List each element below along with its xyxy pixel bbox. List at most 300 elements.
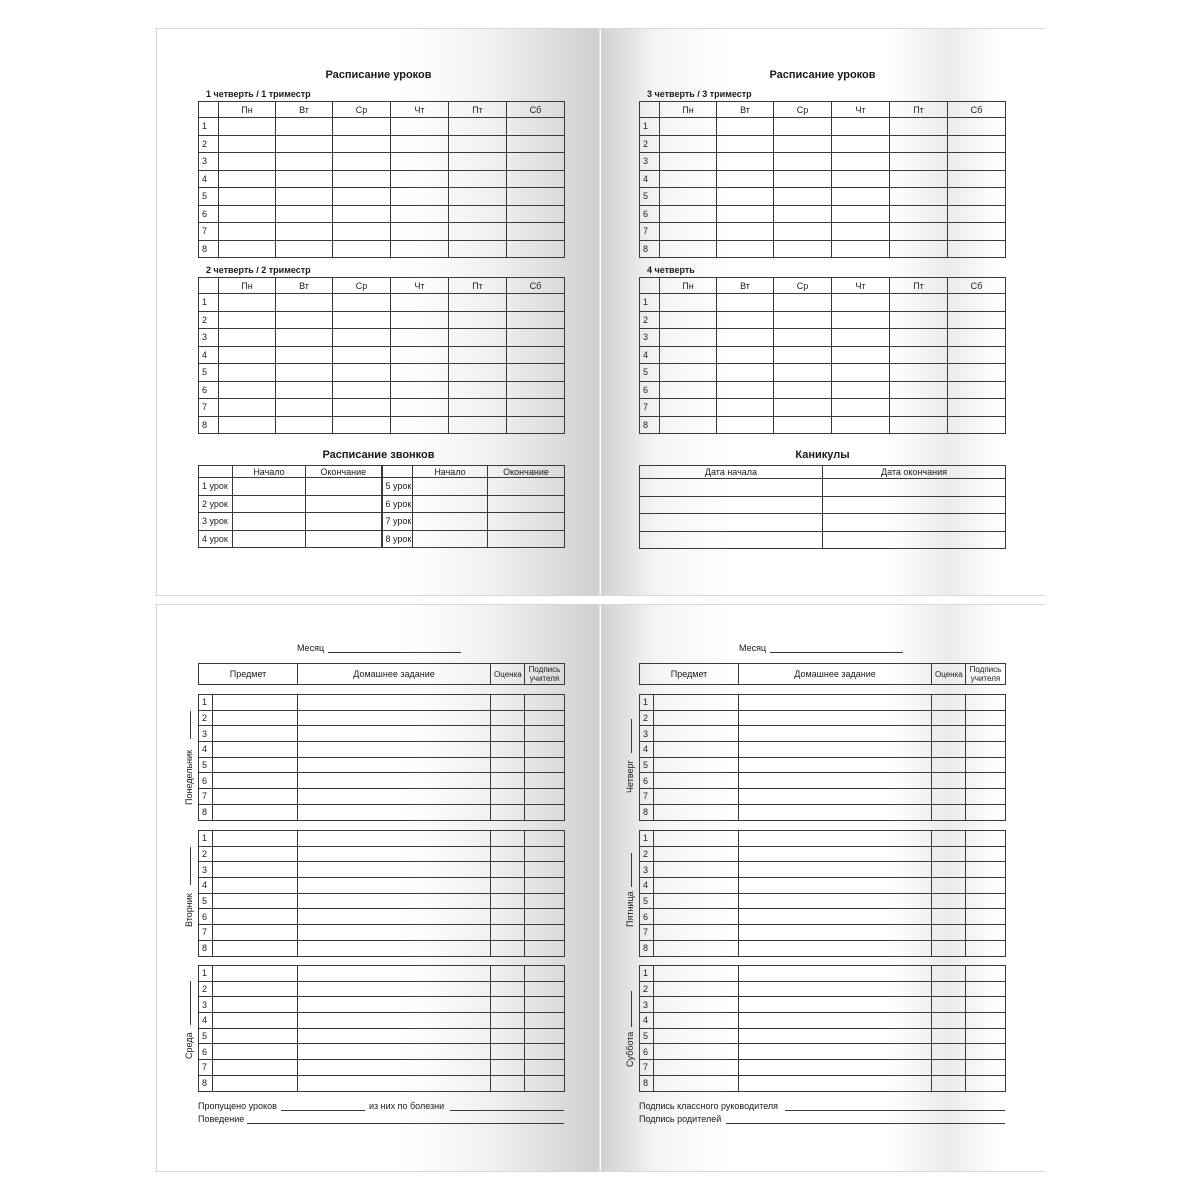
schedule-cell [832,311,890,329]
row-number: 5 [199,757,213,773]
homework-cell [966,966,1006,982]
homework-cell [298,862,491,878]
row-number: 8 [199,940,213,956]
schedule-cell [890,329,948,347]
bells-table [198,465,565,548]
homework-cell [213,742,298,758]
homework-cell [654,710,739,726]
schedule-cell [717,205,774,223]
homework-cell [213,695,298,711]
homework-cell [932,997,966,1013]
homework-page-left [157,605,600,1171]
homework-cell [525,925,565,941]
schedule-table-q2 [198,277,565,434]
row-number: 2 [199,981,213,997]
homework-cell [213,966,298,982]
homework-cell [966,846,1006,862]
table-row [640,1044,1006,1060]
homework-cell [491,862,525,878]
schedule-cell [333,205,391,223]
homework-cell [739,893,932,909]
homework-cell [932,878,966,894]
homework-cell [298,925,491,941]
homework-cell [932,862,966,878]
day-line [190,711,191,739]
homework-cell [966,1013,1006,1029]
quarter-4-label: 4 четверть [647,265,695,275]
table-row [640,862,1006,878]
homework-cell [966,997,1006,1013]
schedule-cell [832,381,890,399]
table-row [199,399,565,417]
homework-cell [525,981,565,997]
schedule-cell [717,153,774,171]
schedule-cell [717,416,774,434]
table-row [640,240,1006,258]
lesson-number: 2 [199,311,219,329]
schedule-cell [333,135,391,153]
homework-cell [739,966,932,982]
homework-cell [932,742,966,758]
homework-cell [654,846,739,862]
homework-cell [525,1044,565,1060]
homework-cell [739,773,932,789]
homework-cell [966,1028,1006,1044]
bells-title: Расписание звонков [322,449,435,461]
schedule-cell [717,294,774,312]
homework-cell [298,710,491,726]
row-number: 3 [640,862,654,878]
schedule-cell [276,135,333,153]
homework-cell [213,1028,298,1044]
schedule-cell [948,118,1006,136]
schedule-cell [717,170,774,188]
table-row [199,135,565,153]
homework-cell [213,997,298,1013]
lesson-number: 8 [640,416,660,434]
schedule-cell [449,205,507,223]
class-teacher-sign-label: Подпись классного руководителя [639,1101,779,1111]
homework-cell [932,940,966,956]
schedule-cell [276,170,333,188]
homework-cell [491,831,525,847]
homework-cell [654,893,739,909]
homework-cell [739,878,932,894]
lesson-number: 1 [199,118,219,136]
row-number: 6 [199,909,213,925]
lesson-number: 8 [199,416,219,434]
bell-lesson-label: 3 урок [199,513,233,531]
homework-cell [298,726,491,742]
homework-cell [525,997,565,1013]
homework-cell [298,966,491,982]
behavior-label: Поведение [198,1114,245,1124]
day-header: Сб [948,278,1006,294]
day-label-friday: Пятница [625,891,635,927]
table-row [640,294,1006,312]
schedule-cell [832,135,890,153]
schedule-cell [507,118,565,136]
table-row [640,311,1006,329]
lesson-number: 3 [199,153,219,171]
homework-cell [213,789,298,805]
schedule-cell [660,381,717,399]
schedule-cell [774,294,832,312]
schedule-cell [333,416,391,434]
schedule-cell [660,329,717,347]
schedule-cell [832,118,890,136]
table-row [199,981,565,997]
homework-cell [525,878,565,894]
homework-cell [739,757,932,773]
table-row [640,399,1006,417]
schedule-cell [276,240,333,258]
schedule-cell [890,223,948,241]
parents-sign-line [726,1123,1005,1124]
schedule-cell [948,153,1006,171]
row-number: 4 [199,1013,213,1029]
schedule-cell [890,311,948,329]
schedule-cell [832,329,890,347]
homework-cell [654,1028,739,1044]
row-number: 2 [640,981,654,997]
homework-cell [491,909,525,925]
homework-cell [966,893,1006,909]
lesson-number: 6 [199,381,219,399]
table-row [640,170,1006,188]
schedule-cell [219,135,276,153]
schedule-cell [832,205,890,223]
schedule-cell [948,205,1006,223]
row-number: 7 [640,925,654,941]
homework-cell [213,1060,298,1076]
homework-cell [932,804,966,820]
table-row [640,329,1006,347]
day-header: Чт [391,102,449,118]
schedule-cell [333,294,391,312]
table-row [640,695,1006,711]
homework-cell [298,940,491,956]
homework-table-monday [198,694,565,821]
schedule-cell [449,294,507,312]
schedule-cell [507,346,565,364]
homework-cell [298,695,491,711]
lesson-number: 6 [199,205,219,223]
schedule-cell [832,170,890,188]
homework-cell [525,789,565,805]
homework-cell [739,1013,932,1029]
day-label-thursday: Четверг [625,760,635,793]
table-row [199,478,565,496]
schedule-cell [449,399,507,417]
day-header: Ср [333,278,391,294]
schedule-cell [219,205,276,223]
day-header: Ср [774,278,832,294]
schedule-cell [333,329,391,347]
schedule-cell [219,170,276,188]
table-row [199,1028,565,1044]
schedule-cell [948,364,1006,382]
row-number: 1 [640,831,654,847]
schedule-cell [391,311,449,329]
table-row [640,416,1006,434]
homework-cell [654,940,739,956]
table-row [199,862,565,878]
day-line [631,853,632,887]
homework-cell [525,893,565,909]
homework-cell [525,710,565,726]
homework-cell [739,1075,932,1091]
homework-cell [491,940,525,956]
lesson-number: 7 [199,223,219,241]
bell-lesson-label: 6 урок [382,495,413,513]
schedule-cell [660,170,717,188]
row-number: 3 [199,726,213,742]
homework-cell [932,1075,966,1091]
bell-lesson-label: 1 урок [199,478,233,496]
homework-cell [739,789,932,805]
row-number: 5 [640,1028,654,1044]
table-row [199,495,565,513]
schedule-cell [507,416,565,434]
table-row [199,804,565,820]
row-number: 4 [640,742,654,758]
homework-cell [525,1013,565,1029]
bells-end-header-2: Окончание [488,466,565,478]
subject-header-right: Предмет [640,664,739,685]
homework-cell [525,940,565,956]
homework-cell [654,804,739,820]
schedule-cell [507,311,565,329]
schedule-cell [717,135,774,153]
table-row [199,530,565,548]
table-row [199,170,565,188]
day-header: Вт [276,102,333,118]
lesson-number: 5 [640,188,660,206]
lesson-number: 5 [640,364,660,382]
table-row [640,878,1006,894]
day-header: Вт [717,278,774,294]
homework-cell [966,1044,1006,1060]
schedule-cell [890,135,948,153]
homework-cell [298,1044,491,1060]
homework-cell [966,773,1006,789]
table-row [640,188,1006,206]
row-number: 7 [640,789,654,805]
schedule-cell [660,188,717,206]
bell-lesson-label: 7 урок [382,513,413,531]
table-row [640,364,1006,382]
schedule-cell [219,329,276,347]
homework-cell [525,1060,565,1076]
schedule-cell [391,240,449,258]
schedule-cell [391,188,449,206]
homework-cell [491,893,525,909]
schedule-cell [832,364,890,382]
row-number: 1 [199,831,213,847]
homework-cell [298,742,491,758]
homework-table-wednesday [198,965,565,1092]
schedule-cell [333,223,391,241]
day-line [631,991,632,1027]
homework-cell [932,1013,966,1029]
table-row [640,789,1006,805]
homework-cell [491,742,525,758]
schedule-cell [948,170,1006,188]
day-header: Сб [948,102,1006,118]
schedule-cell [660,223,717,241]
homework-cell [932,757,966,773]
schedule-cell [276,416,333,434]
homework-cell [739,710,932,726]
day-header: Пт [449,278,507,294]
schedule-cell [948,381,1006,399]
schedule-cell [774,364,832,382]
class-teacher-sign-line [785,1110,1005,1111]
day-line [190,847,191,885]
row-number: 7 [199,789,213,805]
schedule-corner [199,278,219,294]
homework-cell [654,831,739,847]
row-number: 3 [199,997,213,1013]
schedule-cell [449,135,507,153]
lesson-number: 2 [640,135,660,153]
schedule-corner [640,102,660,118]
schedule-cell [449,346,507,364]
row-number: 7 [640,1060,654,1076]
row-number: 6 [199,1044,213,1060]
schedule-cell [660,364,717,382]
day-header: Пт [890,278,948,294]
homework-cell [739,846,932,862]
schedule-cell [890,399,948,417]
homework-cell [491,981,525,997]
schedule-cell [333,311,391,329]
schedule-cell [219,188,276,206]
schedule-cell [449,311,507,329]
schedule-cell [774,240,832,258]
homework-cell [213,862,298,878]
lesson-number: 7 [640,399,660,417]
homework-cell [213,726,298,742]
table-row [640,940,1006,956]
homework-cell [213,710,298,726]
lesson-number: 6 [640,381,660,399]
schedule-cell [948,240,1006,258]
homework-cell [491,1060,525,1076]
schedule-cell [276,311,333,329]
schedule-cell [507,294,565,312]
schedule-cell [507,240,565,258]
homework-cell [932,1060,966,1076]
homework-cell [491,757,525,773]
table-row [640,831,1006,847]
schedule-cell [717,118,774,136]
day-header: Пт [890,102,948,118]
table-row [199,710,565,726]
schedule-cell [832,399,890,417]
schedule-cell [948,188,1006,206]
schedule-cell [660,399,717,417]
schedule-cell [391,205,449,223]
schedule-cell [391,399,449,417]
table-row [199,940,565,956]
schedule-cell [948,223,1006,241]
table-row [199,831,565,847]
bells-end-header: Окончание [306,466,382,478]
row-number: 3 [640,997,654,1013]
schedule-cell [507,329,565,347]
table-row [640,381,1006,399]
table-row [199,909,565,925]
lesson-number: 5 [199,364,219,382]
lesson-number: 4 [640,170,660,188]
homework-cell [932,909,966,925]
homework-cell [654,878,739,894]
homework-cell [966,831,1006,847]
holidays-table [639,465,1006,549]
schedule-table-q1 [198,101,565,258]
homework-cell [491,1013,525,1029]
day-header: Пн [219,102,276,118]
homework-cell [654,925,739,941]
schedule-table-q4 [639,277,1006,434]
table-row [199,294,565,312]
lesson-number: 2 [199,135,219,153]
homework-cell [966,695,1006,711]
table-row [640,1013,1006,1029]
row-number: 5 [640,893,654,909]
schedule-cell [391,223,449,241]
schedule-cell [948,294,1006,312]
table-row [199,346,565,364]
homework-cell [966,878,1006,894]
homework-cell [213,1013,298,1029]
schedule-cell [507,364,565,382]
schedule-title: Расписание уроков [325,69,432,81]
schedule-cell [219,346,276,364]
day-header: Вт [276,278,333,294]
table-row [199,329,565,347]
schedule-cell [948,416,1006,434]
homework-cell [525,862,565,878]
schedule-cell [333,346,391,364]
homework-cell [213,893,298,909]
homework-cell [213,925,298,941]
schedule-cell [832,416,890,434]
day-header: Ср [774,102,832,118]
table-row [199,311,565,329]
schedule-cell [717,188,774,206]
homework-page-right [601,605,1044,1171]
behavior-line [247,1123,564,1124]
homework-cell [966,862,1006,878]
homework-cell [213,878,298,894]
homework-cell [932,695,966,711]
schedule-cell [890,416,948,434]
homework-cell [966,940,1006,956]
homework-cell [525,804,565,820]
row-number: 7 [199,925,213,941]
schedule-cell [333,118,391,136]
homework-cell [525,1075,565,1091]
homework-cell [213,804,298,820]
schedule-cell [774,399,832,417]
schedule-cell [276,381,333,399]
day-header: Вт [717,102,774,118]
bell-lesson-label: 8 урок [382,530,413,548]
table-row [199,878,565,894]
